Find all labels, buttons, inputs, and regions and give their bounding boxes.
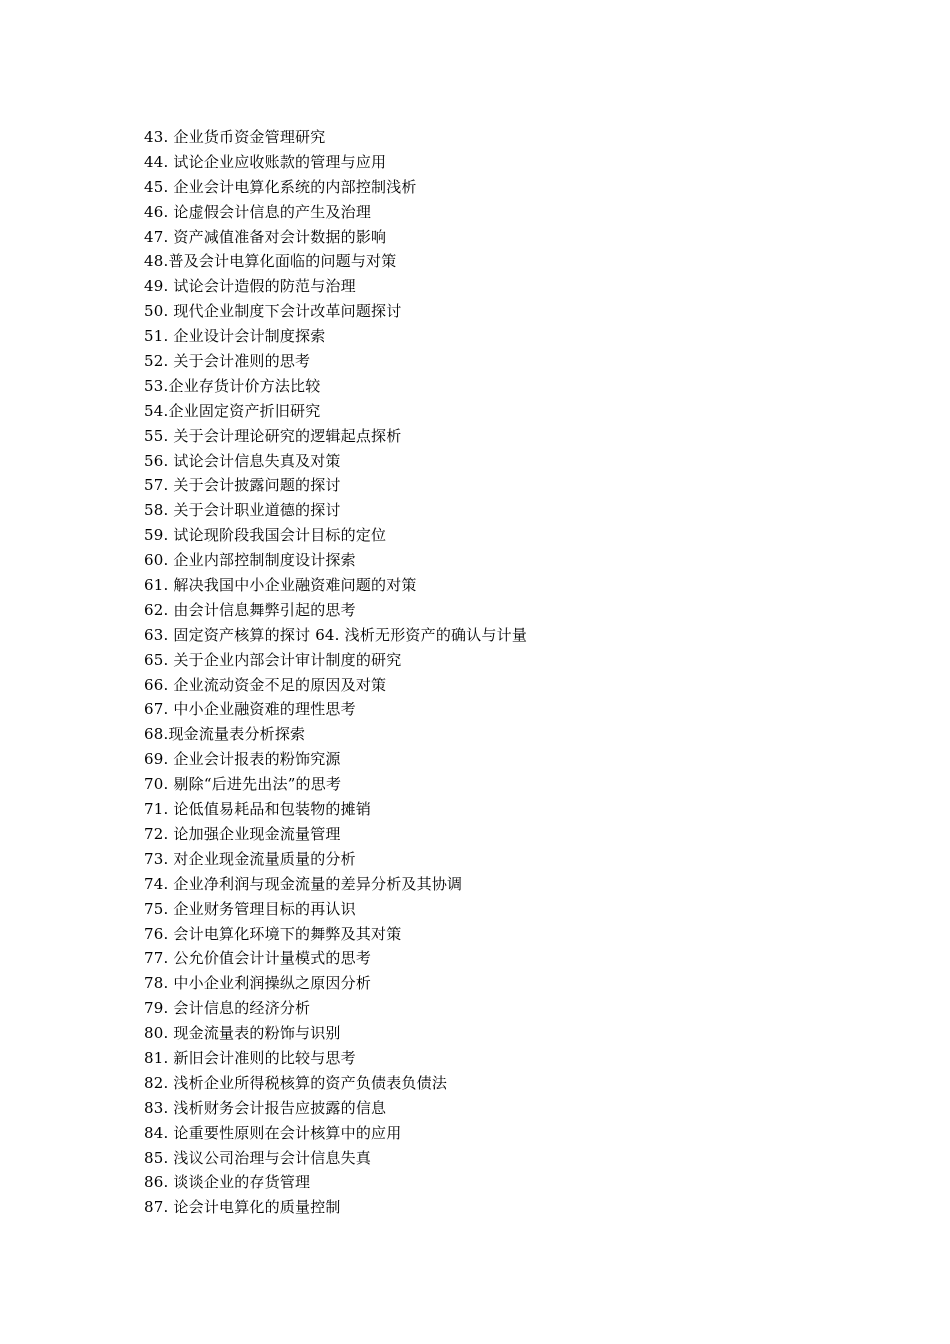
- list-item: 80. 现金流量表的粉饰与识别: [144, 1024, 341, 1043]
- list-item: 66. 企业流动资金不足的原因及对策: [144, 675, 387, 694]
- list-item: 44. 试论企业应收账款的管理与应用: [144, 152, 387, 171]
- list-item: 54.企业固定资产折旧研究: [144, 401, 321, 420]
- list-item: 48.普及会计电算化面临的问题与对策: [144, 252, 397, 271]
- list-item: 85. 浅议公司治理与会计信息失真: [144, 1148, 372, 1167]
- list-item: 82. 浅析企业所得税核算的资产负债表负债法: [144, 1073, 448, 1092]
- list-item: 79. 会计信息的经济分析: [144, 999, 311, 1018]
- list-item: 76. 会计电算化环境下的舞弊及其对策: [144, 924, 402, 943]
- list-item: 59. 试论现阶段我国会计目标的定位: [144, 526, 387, 545]
- list-item: 53.企业存货计价方法比较: [144, 376, 321, 395]
- list-item: 74. 企业净利润与现金流量的差异分析及其协调: [144, 874, 463, 893]
- list-item: 81. 新旧会计准则的比较与思考: [144, 1048, 356, 1067]
- list-item: 86. 谈谈企业的存货管理: [144, 1173, 311, 1192]
- list-item: 52. 关于会计准则的思考: [144, 352, 311, 371]
- list-item: 65. 关于企业内部会计审计制度的研究: [144, 650, 402, 669]
- list-item: 69. 企业会计报表的粉饰究源: [144, 750, 341, 769]
- list-item: 70. 剔除“后进先出法”的思考: [144, 775, 342, 794]
- list-item: 56. 试论会计信息失真及对策: [144, 451, 341, 470]
- list-item: 58. 关于会计职业道德的探讨: [144, 501, 341, 520]
- list-item: 72. 论加强企业现金流量管理: [144, 824, 341, 843]
- list-item: 84. 论重要性原则在会计核算中的应用: [144, 1123, 402, 1142]
- list-item: 77. 公允价值会计计量模式的思考: [144, 949, 372, 968]
- list-item: 50. 现代企业制度下会计改革问题探讨: [144, 302, 402, 321]
- list-item: 60. 企业内部控制制度设计探索: [144, 551, 356, 570]
- list-item: 55. 关于会计理论研究的逻辑起点探析: [144, 426, 402, 445]
- list-item: 68.现金流量表分析探索: [144, 725, 306, 744]
- list-item: 73. 对企业现金流量质量的分析: [144, 849, 356, 868]
- list-item: 87. 论会计电算化的质量控制: [144, 1198, 341, 1217]
- list-item: 47. 资产减值准备对会计数据的影响: [144, 227, 387, 246]
- list-item: 45. 企业会计电算化系统的内部控制浅析: [144, 177, 417, 196]
- list-item: 71. 论低值易耗品和包装物的摊销: [144, 800, 372, 819]
- list-item: 61. 解决我国中小企业融资难问题的对策: [144, 576, 417, 595]
- list-item: 83. 浅析财务会计报告应披露的信息: [144, 1098, 387, 1117]
- list-item: 43. 企业货币资金管理研究: [144, 128, 326, 146]
- list-item: 57. 关于会计披露问题的探讨: [144, 476, 341, 495]
- list-item: 63. 固定资产核算的探讨 64. 浅析无形资产的确认与计量: [144, 625, 528, 644]
- list-item: 78. 中小企业利润操纵之原因分析: [144, 974, 372, 993]
- list-item: 62. 由会计信息舞弊引起的思考: [144, 600, 356, 619]
- list-item: 46. 论虚假会计信息的产生及治理: [144, 202, 372, 221]
- list-item: 51. 企业设计会计制度探索: [144, 327, 326, 346]
- list-item: 49. 试论会计造假的防范与治理: [144, 277, 356, 296]
- topic-list: [144, 125, 527, 1220]
- list-item: 67. 中小企业融资难的理性思考: [144, 700, 356, 719]
- list-item: 75. 企业财务管理目标的再认识: [144, 899, 356, 918]
